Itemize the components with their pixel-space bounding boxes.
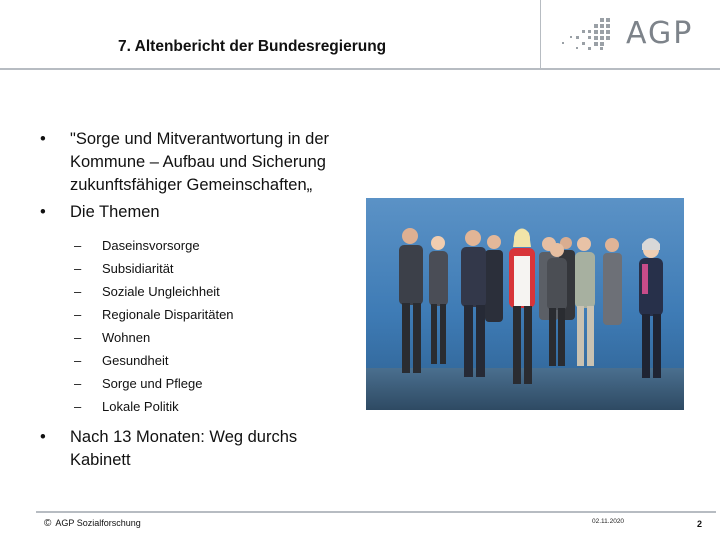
theme-text: Daseinsvorsorge: [102, 238, 200, 253]
theme-text: Wohnen: [102, 330, 151, 345]
header-divider: [540, 0, 541, 68]
bullet-item: [40, 426, 360, 472]
header-rule: [0, 68, 720, 70]
dash-mark: –: [74, 330, 82, 345]
theme-text: Subsidiarität: [102, 261, 174, 276]
theme-item: [40, 395, 360, 418]
dash-mark: –: [74, 261, 82, 276]
slide-content: [40, 128, 360, 476]
group-photo: [366, 198, 684, 410]
footer-copyright: [44, 518, 141, 529]
agp-logo: [556, 14, 706, 54]
dash-mark: –: [74, 353, 82, 368]
theme-item: [40, 326, 360, 349]
theme-item: [40, 280, 360, 303]
bullet-item: [40, 201, 360, 418]
theme-text: Lokale Politik: [102, 399, 179, 414]
slide-header: [0, 0, 720, 70]
bullet-mark: •: [40, 203, 46, 221]
dash-mark: –: [74, 307, 82, 322]
slide-title: 7. Altenbericht der Bundesregierung: [118, 38, 387, 55]
dash-mark: –: [74, 238, 82, 253]
theme-text: Sorge und Pflege: [102, 376, 203, 391]
theme-item: [40, 234, 360, 257]
logo-text: AGP: [626, 16, 694, 51]
footer-rule: [36, 511, 716, 513]
theme-text: Gesundheit: [102, 353, 169, 368]
theme-text: Regionale Disparitäten: [102, 307, 234, 322]
dash-mark: –: [74, 284, 82, 299]
copyright-symbol: ©: [44, 518, 52, 529]
copyright-text: AGP Sozialforschung: [55, 518, 141, 528]
page-number: 2: [697, 519, 703, 529]
theme-item: [40, 349, 360, 372]
themes-list: [40, 234, 360, 418]
theme-text: Soziale Ungleichheit: [102, 284, 220, 299]
bullet-text: Nach 13 Monaten: Weg durchs Kabinett: [70, 428, 298, 469]
bullet-item: [40, 128, 360, 197]
theme-item: [40, 372, 360, 395]
logo-dots-icon: [556, 16, 616, 52]
bullet-text: Die Themen: [70, 203, 160, 221]
bullet-mark: •: [40, 130, 46, 148]
group-photo-image: [366, 198, 684, 410]
bullet-mark: •: [40, 428, 46, 446]
theme-item: [40, 257, 360, 280]
theme-item: [40, 303, 360, 326]
dash-mark: –: [74, 376, 82, 391]
footer-date: 02.11.2020: [592, 518, 625, 525]
bullet-text: "Sorge und Mitverantwortung in der Kommune – Aufbau und Sicherung zukunftsfähiger Gemeinschaften„: [70, 130, 329, 194]
dash-mark: –: [74, 399, 82, 414]
